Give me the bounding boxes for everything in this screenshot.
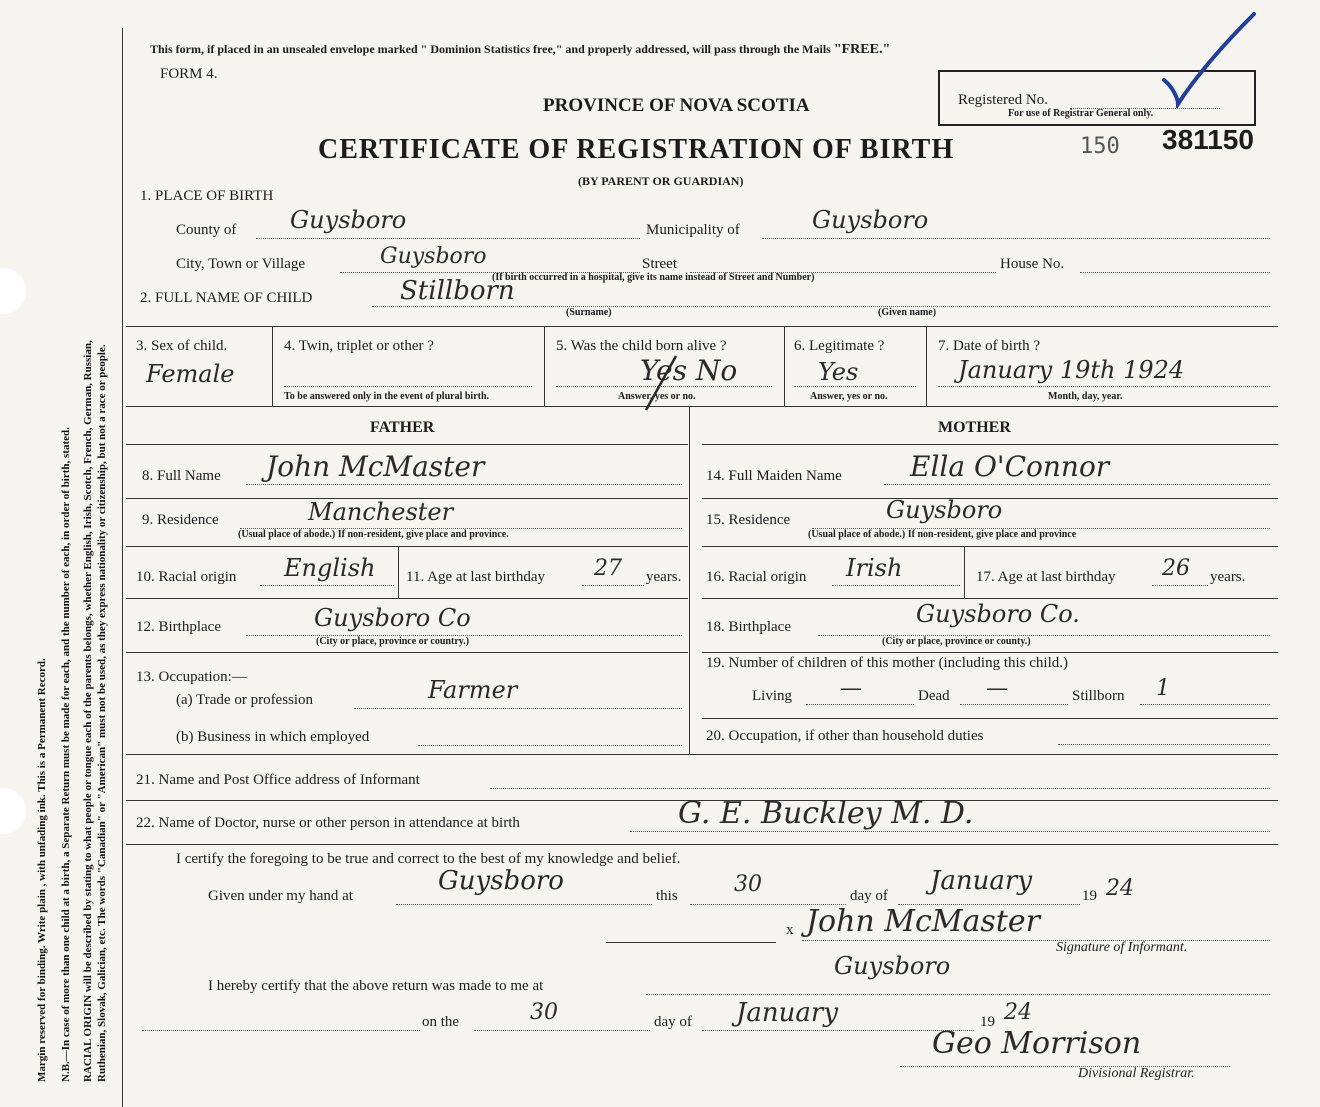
margin-note-racial-origin: RACIAL ORIGIN will be described by stating to what people or tongue each of the parents belongs, whether English, Irish, Scotch, French, German, Russian, xyxy=(82,340,94,1082)
father-race-value: English xyxy=(284,554,376,582)
registered-no-label: Registered No. xyxy=(958,92,1048,108)
municipality-value: Guysboro xyxy=(812,206,929,234)
day-of-label-2: day of xyxy=(654,1014,692,1030)
child-name-label: 2. FULL NAME OF CHILD xyxy=(140,290,313,306)
dead-value: — xyxy=(986,676,1008,701)
mother-children-label: 19. Number of children of this mother (including this child.) xyxy=(706,655,1069,671)
mother-occupation-label: 20. Occupation, if other than household duties xyxy=(706,728,984,744)
mother-age-value: 26 xyxy=(1162,556,1190,581)
sex-label: 3. Sex of child. xyxy=(136,338,228,354)
date-of-birth-note: Month, day, year. xyxy=(1048,391,1123,402)
county-value: Guysboro xyxy=(290,206,407,234)
father-name-value: John McMaster xyxy=(266,450,485,483)
received-year-suffix: 24 xyxy=(1004,1000,1032,1025)
given-year-prefix: 19 xyxy=(1082,888,1097,904)
mother-race-value: Irish xyxy=(846,554,903,582)
stamp-small-number: 150 xyxy=(1080,134,1120,159)
registrar-signature-label: Divisional Registrar. xyxy=(1078,1066,1195,1081)
mother-residence-label: 15. Residence xyxy=(706,512,791,528)
street-label: Street xyxy=(642,256,677,272)
given-day: 30 xyxy=(734,872,762,897)
binding-hole xyxy=(0,268,26,314)
informant-signature-label: Signature of Informant. xyxy=(1056,940,1188,955)
informant-label: 21. Name and Post Office address of Informant xyxy=(136,772,420,788)
born-alive-note: Answer, yes or no. xyxy=(618,391,696,402)
surname-note: (Surname) xyxy=(566,307,612,318)
registrar-signature: Geo Morrison xyxy=(932,1026,1142,1061)
municipality-label: Municipality of xyxy=(646,222,740,238)
given-at-place: Guysboro xyxy=(438,866,564,896)
document-title: CERTIFICATE OF REGISTRATION OF BIRTH xyxy=(318,134,955,165)
received-place: Guysboro xyxy=(834,952,951,980)
given-year-suffix: 24 xyxy=(1106,876,1134,901)
mother-heading: MOTHER xyxy=(938,419,1011,436)
margin-note-binding: Margin reserved for binding. Write plain , with unfading ink. This is a Permanent Record. xyxy=(36,658,48,1082)
father-name-label: 8. Full Name xyxy=(142,468,221,484)
received-month: January xyxy=(736,998,839,1028)
legitimate-value: Yes xyxy=(818,358,859,386)
this-label: this xyxy=(656,888,678,904)
father-birthplace-label: 12. Birthplace xyxy=(136,619,221,635)
mail-notice: This form, if placed in an unsealed envelope marked " Dominion Statistics free," and properly addressed, will pass through the Mails "FREE." xyxy=(150,42,891,57)
trade-label: (a) Trade or profession xyxy=(176,692,314,708)
received-year-prefix: 19 xyxy=(980,1014,995,1030)
checkmark-icon xyxy=(1150,8,1260,108)
father-occupation-label: 13. Occupation:— xyxy=(136,669,247,685)
certificate-number: 381150 xyxy=(1162,124,1254,155)
sex-value: Female xyxy=(146,360,235,388)
father-heading: FATHER xyxy=(370,419,435,436)
city-value: Guysboro xyxy=(380,244,487,269)
doctor-value: G. E. Buckley M. D. xyxy=(678,796,974,831)
born-alive-label: 5. Was the child born alive ? xyxy=(556,338,727,354)
margin-notes xyxy=(0,0,122,1107)
mother-residence-note: (Usual place of abode.) If non-resident, give place and province xyxy=(808,529,1077,540)
margin-rule xyxy=(122,28,123,1107)
day-of-label: day of xyxy=(850,888,888,904)
father-residence-value: Manchester xyxy=(308,498,454,526)
mother-name-value: Ella O'Connor xyxy=(910,450,1110,483)
province-heading: PROVINCE OF NOVA SCOTIA xyxy=(543,95,810,116)
binding-hole xyxy=(0,788,26,834)
legitimate-label: 6. Legitimate ? xyxy=(794,338,885,354)
mother-birthplace-note: (City or place, province or county.) xyxy=(882,636,1031,647)
father-birthplace-value: Guysboro Co xyxy=(314,604,471,632)
father-race-label: 10. Racial origin xyxy=(136,569,237,585)
father-age-label: 11. Age at last birthday xyxy=(406,569,545,585)
mother-name-label: 14. Full Maiden Name xyxy=(706,468,842,484)
place-of-birth-heading: 1. PLACE OF BIRTH xyxy=(140,188,274,204)
legitimate-note: Answer, yes or no. xyxy=(810,391,888,402)
given-at-label: Given under my hand at xyxy=(208,888,353,904)
city-label: City, Town or Village xyxy=(176,256,306,272)
document-subtitle: (BY PARENT OR GUARDIAN) xyxy=(578,174,744,188)
stillborn-value: 1 xyxy=(1156,676,1170,701)
father-age-value: 27 xyxy=(594,556,622,581)
living-label: Living xyxy=(752,688,792,704)
form-number: FORM 4. xyxy=(160,66,218,82)
hereby-certify-label: I hereby certify that the above return was made to me at xyxy=(208,978,544,994)
given-month: January xyxy=(930,866,1033,896)
registrar-use-note: For use of Registrar General only. xyxy=(1008,108,1154,119)
father-residence-note: (Usual place of abode.) If non-resident, give place and province. xyxy=(238,529,509,540)
twin-note: To be answered only in the event of plural birth. xyxy=(284,391,490,402)
dead-label: Dead xyxy=(918,688,950,704)
mother-birthplace-label: 18. Birthplace xyxy=(706,619,791,635)
mother-age-label: 17. Age at last birthday xyxy=(976,569,1116,585)
received-day: 30 xyxy=(530,1000,558,1025)
father-residence-label: 9. Residence xyxy=(142,512,219,528)
born-alive-value: Yes No xyxy=(640,354,738,387)
trade-value: Farmer xyxy=(428,676,518,704)
date-of-birth-label: 7. Date of birth ? xyxy=(938,338,1041,354)
twin-label: 4. Twin, triplet or other ? xyxy=(284,338,434,354)
hospital-note: (If birth occurred in a hospital, give its name instead of Street and Number) xyxy=(492,272,815,283)
mother-years-label: years. xyxy=(1210,569,1246,585)
x-mark: x xyxy=(786,922,794,938)
mother-race-label: 16. Racial origin xyxy=(706,569,807,585)
stillborn-label: Stillborn xyxy=(1072,688,1125,704)
strike-mark-icon xyxy=(636,352,686,414)
on-the-label: on the xyxy=(422,1014,460,1030)
child-name-value: Stillborn xyxy=(400,276,515,306)
margin-note-nationality: Ruthenian, Slovak, Galician, etc. The words "Canadian" or "American" must not be used, as they express nationality or citizenship, but not a race or people. xyxy=(96,344,108,1082)
doctor-label: 22. Name of Doctor, nurse or other person in attendance at birth xyxy=(136,815,520,831)
county-label: County of xyxy=(176,222,237,238)
date-of-birth-value: January 19th 1924 xyxy=(958,356,1185,384)
business-label: (b) Business in which employed xyxy=(176,729,370,745)
certify-statement: I certify the foregoing to be true and correct to the best of my knowledge and belief. xyxy=(176,851,681,867)
father-years-label: years. xyxy=(646,569,682,585)
informant-signature: John McMaster xyxy=(806,904,1040,939)
mother-residence-value: Guysboro xyxy=(886,496,1003,524)
mother-birthplace-value: Guysboro Co. xyxy=(916,600,1080,628)
father-birthplace-note: (City or place, province or country.) xyxy=(316,636,470,647)
margin-note-multiple-births: N.B.—In case of more than one child at a birth, a Separate Return must be made for each, and the number of each, in order of birth, stated. xyxy=(60,427,72,1082)
house-no-label: House No. xyxy=(1000,256,1065,272)
living-value: — xyxy=(840,676,862,701)
given-name-note: (Given name) xyxy=(878,307,937,318)
